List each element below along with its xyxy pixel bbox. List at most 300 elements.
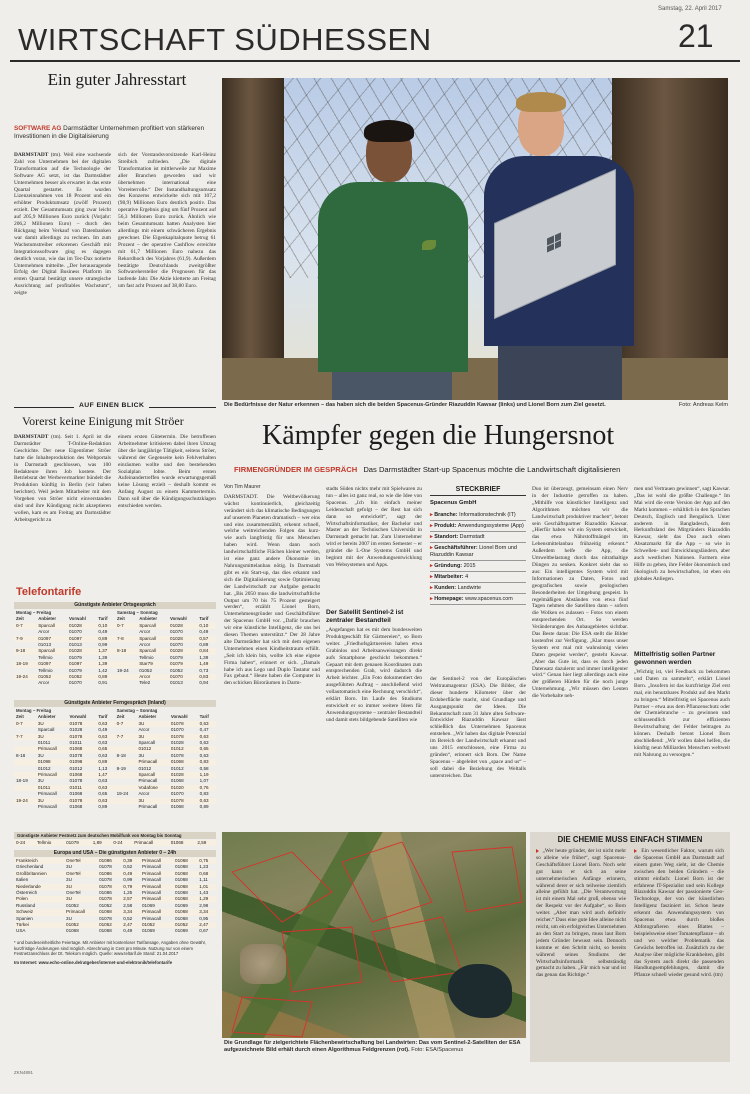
table-cell: Primacall	[132, 840, 168, 846]
table-cell	[115, 804, 137, 810]
tariff-table-local	[14, 610, 216, 687]
table-cell: Primacall	[141, 864, 161, 870]
table-cell: 0,63	[98, 740, 108, 746]
table-cell: Österreich	[16, 890, 38, 896]
table-cell: 0,89	[96, 674, 115, 680]
column-header: Anbieter	[138, 714, 157, 720]
table-cell: USA	[16, 928, 26, 934]
steckbrief-value: www.spacenus.com	[465, 595, 513, 602]
table-cell: 7-7	[14, 734, 36, 740]
person-left-body	[318, 182, 468, 372]
table-cell: 01070	[170, 642, 183, 648]
table-cell	[115, 680, 137, 686]
steckbrief-box	[430, 486, 526, 670]
column-header: Vorwahl	[69, 616, 86, 622]
weekday-label-2: Montag – Freitag	[16, 708, 52, 713]
section-header	[10, 6, 740, 60]
page-number: 21	[678, 18, 714, 54]
article-col-2	[118, 152, 216, 398]
table-cell: 3,34	[197, 909, 216, 915]
steckbrief-label: ▸ Produkt:	[430, 522, 458, 529]
table-cell: 8-18	[115, 648, 137, 654]
table-cell: 0,99	[123, 877, 133, 883]
table-cell: 18-19	[14, 661, 36, 667]
steckbrief-value: Landwirte	[457, 584, 481, 591]
table-cell: Russland	[16, 902, 36, 908]
steckbrief-item	[430, 594, 526, 605]
table-cell: Sparcall	[138, 740, 156, 746]
table-cell: 2,58	[123, 902, 133, 908]
table-cell: 01028	[170, 740, 184, 746]
table-cell: Primacall	[138, 804, 158, 810]
windows-logo-icon	[547, 232, 561, 252]
person-left-hair	[364, 120, 414, 142]
table-cell: 0,91	[98, 680, 108, 686]
table-cell: 0,63	[198, 721, 216, 727]
aerial-caption: Die Grundlage für zielgerichtete Flächenbewirtschaftung bei Landwirten: Das vom Sentinel-2-Satelliten der ESA aufgezeichnete Bild erhält durch einen Algorithmus Feldgrenzen (rot).	[224, 1040, 521, 1053]
table-cell: 01052	[66, 902, 79, 908]
table-cell: 0-7	[14, 721, 36, 727]
table-cell: Tellmio	[38, 654, 53, 660]
chemie-body-2: Ein wesentlicher Faktor, warum sich die Spacenus GmbH aus Darmstadt auf einem guten Weg sieht, ist die Chemie zwischen den beiden Gründern – die stimmt einfach: Lionel Born ist der erfahrene IT-Spezialist und sein Kollege Riazuddin Kawsar der passionierte Geo-Technologe, der von der künstlichen Intelligenz fasziniert ist. Schon heute erkennt das Anwendungssystem von Spacenus etwa durch bloßes Abfotografieren eines Blattes – beispielsweise einer Tomatenpflanze – ob und wo welcher Problematik das Gewächs betroffen ist. Zusätzlich zu der Analyse über mögliche Krankheiten, gibt das System auch direkt die passenden Handlungsempfehlungen, damit die Pflanze schnell wieder gesund wird. (tm)	[634, 848, 724, 979]
table-cell: 01012	[138, 765, 152, 771]
table-cell: OneTel	[64, 858, 97, 864]
table-cell: 7-9	[14, 636, 36, 642]
table-cell: 01078	[169, 721, 198, 727]
feature-byline: Von Tim Maurer	[224, 484, 261, 490]
table-cell: 0,65	[96, 746, 114, 752]
table-cell: 1,42	[98, 667, 108, 673]
steckbrief-label: ▸ Geschäftsführer:	[430, 544, 480, 551]
table-cell: 7-8	[115, 636, 137, 642]
table-cell: 01078	[69, 752, 83, 758]
table-cell: 0,63	[198, 734, 216, 740]
tariff-bar-local: Günstigste Anbieter Ortsgespräch	[14, 602, 216, 609]
table-cell: OneTel	[66, 890, 81, 896]
table-row	[14, 804, 216, 810]
table-cell: 1,49	[197, 661, 216, 667]
column-header: Tarif	[199, 714, 209, 720]
table-cell: Arcor	[139, 642, 151, 648]
table-cell: 01068	[66, 928, 79, 934]
table-cell: 8-19	[116, 765, 126, 771]
table-cell: 8-18	[116, 752, 126, 758]
column-header: Tarif	[98, 616, 108, 622]
article-body-1: (tm). Weil eine wachsende Zahl von Unternehmen bei der digitalen Transformation auf die Technologie der Software AG setzt, ist das Darmstädter Unternehmen besser als erwartet in das erste Quartal gestartet. Es wurden Lizenzeinnahmen von 18 Prozent und ein erhöhter Produktumsatz (zwölf Prozent) erzielt. Der Gesamtumsatz ging zwar leicht auf 205,9 Millionen Euro zurück (Vorjahr: 206,2 Millionen Euro) – durch den Rückgang beim Verkauf von Datenbanken war damit allerdings zu rechnen. Im zum Wachstumstreiber erkorenen Geschäft mit Integrationssoftware ging es dagegen deutlich voran, wie das im Tec-Dax notierte Unternehmen mitteilte. „Der herausragende Erfolg der Digital Business Platform im ersten Quartal bestätigt unsere strategische Ausrichtung auf profitables Wachstum“, zeigte	[14, 152, 111, 297]
field-boundary	[342, 842, 432, 922]
table-cell: 01028	[67, 648, 96, 654]
table-cell: 01078	[68, 798, 97, 804]
steckbrief-value: 2015	[463, 562, 476, 569]
chemie-col-2	[634, 848, 724, 1058]
table-cell: 19-24	[14, 674, 36, 680]
table-cell: 01068	[173, 896, 197, 902]
table-cell: 01070	[170, 727, 184, 733]
footer-mark: ZKN4891	[14, 1070, 34, 1075]
steckbrief-label: ▸ Kunden:	[430, 584, 458, 591]
brief-dateline: DARMSTADT	[14, 434, 49, 440]
table-cell: 18-19	[16, 778, 28, 784]
table-cell: 01028	[67, 623, 96, 629]
table-cell: 3U	[64, 896, 97, 902]
table-cell: 0,89	[199, 804, 209, 810]
table-cell: 0,79	[121, 884, 140, 890]
tariff-footnote: * und bundeseinheitliche Feiertage. Mit Anbieter mit kostenloser Tarifansage, Angaben ohne Gewähr, kurzfristige Änderungen sind möglich. Abrechnung in Cent pro Minute. Nutzung nur von einem Festnetzanschluss der Dt. Telekom möglich. Quelle: www.teltarif.de Stand: 21.04.2017	[14, 940, 206, 956]
table-cell: 0,49	[98, 629, 108, 635]
table-cell: 01028	[168, 636, 197, 642]
table-cell: 2,59	[195, 840, 216, 846]
table-cell: 7-7	[115, 734, 137, 740]
aerial-photo	[222, 832, 526, 1038]
table-cell: 0,52	[123, 915, 133, 921]
table-cell: 9-18	[14, 648, 36, 654]
table-cell: 1,29	[197, 896, 216, 902]
tariff-bar-international: Europa und USA – Die günstigsten Anbieter 0 – 24h	[14, 850, 216, 857]
table-cell: Sparcall	[36, 623, 67, 629]
table-cell: Arcor	[38, 680, 50, 686]
brief-body-2: einem ersten Gütetermin. Die betroffenen Arbeitnehmer kritisieren dabei ihren Umzug über die langjährige Tätigkeit, seitens Ströer, während der Gegenseite kein Fehlverhalten einräumen wollte und den bestehenden Sozialplan lobte. Beim ersten Aufeinandertreffen wurde erwartungsgemäß keine Lösung erzielt – deshalb kommt es Anfang August zu einem Kammertermin. Dann soll über die Kündigungsschutzklagen entschieden werden.	[118, 434, 216, 510]
table-cell: 0,57	[197, 636, 216, 642]
table-cell: 0,65	[198, 746, 216, 752]
table-cell: 01068	[173, 884, 197, 890]
article-software-ag	[14, 68, 216, 400]
table-row	[14, 928, 216, 934]
column-header: Anbieter	[139, 616, 158, 622]
table-cell: 0,10	[197, 623, 216, 629]
table-cell: Spanien	[16, 915, 33, 921]
table-cell: 0,63	[98, 778, 108, 784]
table-cell: 01079	[64, 840, 91, 846]
table-cell: 01068	[68, 746, 97, 752]
table-cell: 0-7	[14, 623, 36, 629]
table-cell: Vodafone	[136, 785, 168, 791]
table-cell: Schweiz	[14, 909, 64, 915]
header-date: Samstag, 22. April 2017	[658, 6, 722, 12]
table-cell: 2,47	[197, 922, 216, 928]
table-cell: 01011	[69, 740, 82, 746]
table-cell: 19-24	[116, 791, 129, 797]
table-cell: Griechenland	[16, 864, 44, 870]
table-cell: 01079	[69, 654, 82, 660]
table-cell: 01070	[69, 680, 82, 686]
tariff-link[interactable]: Im Internet: www.echo-online.de/ratgeber/internet-und-elektronik/telefontarife	[14, 960, 173, 965]
table-row	[14, 680, 216, 686]
steckbrief-item	[430, 572, 526, 583]
table-cell: 01078	[69, 778, 83, 784]
photo-caption-line	[224, 402, 728, 409]
table-cell: 01069	[141, 902, 155, 908]
table-cell: 01078	[97, 884, 121, 890]
header-rule	[10, 60, 740, 62]
field-boundary	[232, 852, 332, 922]
table-cell: 01078	[97, 896, 121, 902]
chemie-col-1	[536, 848, 626, 1058]
table-cell: Italien	[16, 877, 29, 883]
table-cell: 01020	[169, 785, 198, 791]
feature-body-2b: „Angefangen hat es mit dem bundesweiten Produktgeschäft für Gärtnereien“, so Born weiter. „Friedhofsgärtnereien haben etwa Grabinlos und Arbeitsanweisungen direkt aufs Smartphone geschickt bekommen.“ Gepaart mit dem genauen Koordinaten zum entsprechenden Grab, wird dadurch die Arbeit leichter. „Ein Foto dokumentiert den ausgeführten Auftrag – anschließend wird vollautomatisch eine Rechnung verschickt“, erklärt Born. Im Laufe des Studiums entwickelt er so immer weitere Ideen für Anwendungssysteme – zentraler Bestandteil und damit stets bildgebende Satelliten wie	[326, 627, 422, 723]
column-header: Anbieter	[37, 714, 56, 720]
table-cell: 1,25	[123, 890, 133, 896]
table-cell: 0-7	[115, 721, 137, 727]
table-cell: 01068	[173, 871, 197, 877]
table-cell: 1,39	[96, 661, 115, 667]
field-boundary	[452, 847, 522, 912]
table-cell: 01028	[168, 623, 197, 629]
table-cell: 01011	[36, 785, 68, 791]
table-cell: 01068	[175, 864, 188, 870]
article-col-1	[14, 152, 111, 398]
feature-body-5: men und Vertrauen gewinnen“, sagt Kawsar. „Das ist wohl die größte Challenge.“ Im Mai wird die erste Version der App auf den Markt kommen – erhältlich in den Sprachen Deutsch, Englisch und Bengalisch. Unter anderem in Bangladesch, dem Herkunftsland des Mitgründers Riazuddin Kawsar, sieht das Duo auch einen Absatzmarkt für die App – so wie in Schwellen- und Entwicklungsländern, aber auch westlichen Nationen. Farmern eine Hilfe zu geben, ihre Felder ökonomisch und ökologisch zu bewirtschaften, ist eben ein globales Anliegen.	[634, 486, 730, 582]
table-cell: 1,37	[96, 648, 115, 654]
table-cell: 01068	[69, 791, 83, 797]
table-cell: 1,89	[91, 840, 112, 846]
table-cell: 0,83	[199, 791, 209, 797]
steckbrief-item	[430, 543, 526, 561]
table-cell: 0,47	[199, 727, 209, 733]
table-cell: 1,13	[98, 765, 108, 771]
column-header: Zeit	[116, 714, 125, 720]
tariff-table-international	[14, 858, 216, 935]
brief-headline: Vorerst keine Einigung mit Ströer	[22, 414, 184, 428]
table-cell: 01068	[99, 928, 112, 934]
steckbrief-items	[430, 510, 526, 605]
feature-kicker-line	[234, 465, 728, 474]
table-cell: Primacall	[37, 804, 57, 810]
article-dateline: DARMSTADT	[14, 152, 49, 158]
table-cell: Polen	[14, 896, 64, 902]
feature-body-2: stadts Süden nichts mehr mit Spielwaren zu tun – alles ist ganz real, so wie die Idee von Spacenus. „Ich bin einfach meiner Leidenschaft gefolgt – der Rest hat sich dann so entwickelt“, sagt der Wirtschaftsinformatiker, der Bachelor und Master an der Technischen Universität in Darmstadt gemacht hat. Zum Unternehmer wird er bereits 2007 im ersten Semester – er gründet die L-One Systems GmbH und beginnt mit der Anwendungsentwicklung von Websystemen und Apps.	[326, 486, 422, 568]
table-cell: 01068	[69, 804, 83, 810]
table-cell: 01079	[69, 667, 82, 673]
table-cell: 01078	[68, 734, 97, 740]
table-cell: Tele2	[139, 680, 151, 686]
table-cell: 01086	[97, 871, 121, 877]
table-cell: Arcor	[38, 629, 50, 635]
table-cell: 01078	[169, 798, 198, 804]
table-cell: 01070	[170, 629, 183, 635]
table-cell: 3U	[36, 721, 68, 727]
table-cell: 3U	[136, 734, 168, 740]
table-cell: Sparcall	[137, 623, 168, 629]
table-cell: Sparcall	[37, 727, 55, 733]
field-boundary	[282, 927, 362, 992]
telefontarife	[14, 584, 216, 1054]
table-cell: 01068	[97, 909, 121, 915]
table-cell: Tellmio	[35, 840, 64, 846]
table-cell: 01086	[99, 890, 112, 896]
table-cell: Primacall	[140, 871, 173, 877]
photo-caption: Die Bedürfnisse der Natur erkennen – das haben sich die beiden Spacenus-Gründer Riazuddin Kawsar (links) und Lionel Born zum Ziel gesetzt.	[224, 402, 606, 408]
feature-body-3: der Sentinel-2 von der Europäischen Weltraumagentur (ESA). Die Bilder, die dieser hunderte Kilometer über der Erdoberfläche macht, sind Grundlage und Ausgangspunkt der Ideen. Die Bekanntschaft zum 31 Jahre alten Software-Entwickler Riazuddin Kawsar lässt schließlich das Unternehmen Spacenus entstehen. „Wir haben das digitale Potenzial im Bereich der Landwirtschaft erkannt und uns 2015 entschlossen, eine Firma zu gründen“, erinnert sich Born. Der Name Spacenus – abgeleitet von „space and us“ – soll dabei die Beziehung des Weltalls unterstreichen. Das	[430, 676, 526, 779]
table-cell: 0,89	[96, 759, 114, 765]
table-cell: 0,76	[198, 785, 216, 791]
table-cell: Sparcall	[137, 636, 168, 642]
steckbrief-item	[430, 583, 526, 594]
steckbrief-label: ▸ Mitarbeiter:	[430, 573, 466, 580]
table-cell: Frankreich	[14, 858, 64, 864]
table-cell: 01012	[136, 746, 168, 752]
table-cell: Primacall	[138, 778, 158, 784]
table-cell: 0,63	[199, 752, 209, 758]
table-cell: 0,49	[121, 871, 140, 877]
steckbrief-value: Informationstechnik (IT)	[459, 511, 516, 518]
table-cell: 3U	[66, 877, 72, 883]
table-cell: Großbritannien	[14, 871, 64, 877]
column-header: Vorwahl	[170, 714, 188, 720]
brief-body-1: (tm). Seit 1. April ist die Darmstädter T-Online-Redaktion Geschichte. Der neue Eigentümer Ströer hatte die Inhalteproduktion des Webportals in Darmstadt geschlossen, was 100 Redakteure ihren Job kostete. Der Betriebsrat der Werbevermarkter bündelt die Produktion künftig in Berlin (wir haben berichtet). Weil jedem Mitarbeiter mit dem Vorgehen von Ströer nicht einverstanden sind und ihre Kündigung nicht akzeptieren wollen, kam es am Freitag am Darmstädter Arbeitsgericht zu	[14, 434, 111, 523]
table-cell: 01013	[69, 642, 82, 648]
column-header: Zeit	[116, 616, 125, 622]
column-header: Zeit	[16, 714, 24, 720]
column-header: Vorwahl	[170, 616, 187, 622]
table-cell: 01097	[36, 661, 67, 667]
table-cell: 01012	[37, 765, 51, 771]
table-cell: 01078	[170, 752, 184, 758]
table-cell: 01012	[170, 765, 184, 771]
table-cell: 01013	[170, 680, 183, 686]
steckbrief-value: Lionel Born und Riazuddin Kawsar	[430, 544, 517, 558]
table-cell: 1,39	[199, 654, 209, 660]
table-cell: 0,58	[199, 765, 209, 771]
column-header: Tarif	[98, 714, 108, 720]
table-cell: Primacall	[36, 746, 68, 752]
table-cell: 01011	[37, 740, 51, 746]
table-cell: 01068	[170, 778, 184, 784]
table-cell: Primacall	[141, 915, 161, 921]
photo-ground	[222, 358, 728, 400]
table-cell: Arcor	[137, 674, 168, 680]
table-cell: 19-24	[116, 667, 129, 673]
table-cell: 0-24	[111, 840, 132, 846]
feature-col-2	[326, 486, 422, 824]
table-cell: 01078	[68, 721, 97, 727]
table-cell: 01052	[67, 674, 96, 680]
table-cell: 01078	[99, 864, 112, 870]
table-cell: 01070	[168, 674, 197, 680]
table-cell: 0,10	[96, 623, 115, 629]
feature-body-1: DARMSTADT. Die Weltbevölkerung wächst kontinuierlich, gleichzeitig verändert sich das klimatische Bedingungen auf unserem Planeten dramatisch – wer eins und eins zusammenzählt, erkennt schnell, welche weitreichenden Folgen das kurz- wie auch langfristig für uns Menschen haben wird. Wenn dann noch landwirtschaftliche Flächen kleiner werden, ist eine ganz andere Ökonomie im Nahrungsmittelanbau nötig. In Darmstadt gibt es ein Start-up, das dies erkannt und sich die Digitalisierung sowie Optimierung der Landwirtschaft zur Aufgabe gemacht hat. „Bis 2050 muss die landwirtschaftliche Output um 70 bis 75 Prozent gesteigert werden“, erzählt Lionel Born, Unternehmensgründer und Geschäftsführer der Spacenus GmbH vor. „Dafür brauchen wir eine künstliche Intelligenz, die uns bei diesen Themen unterstützt.“ Der 28 Jahre alte Darmstädter hat sich mit dem eigenen Unternehmen einen Kindheitstraum erfüllt. „Seit ich klein bin, wollte ich eine eigene Firma haben“, erinnert er sich. „Damals habe ich aus Lego und Duplo Tastatur und Fax gebaut.“ Heute haben die Computer in den schicken Büroräumen in Darm-	[224, 493, 320, 687]
table-cell: 3U	[36, 798, 68, 804]
table-cell: Arcor	[138, 791, 150, 797]
table-cell: 01028	[69, 727, 83, 733]
table-cell: 01078	[99, 877, 112, 883]
table-cell: 0,83	[197, 674, 216, 680]
table-cell: 0,49	[98, 727, 108, 733]
table-cell: 01097	[67, 661, 96, 667]
feature-body-4: Duo ist überzeugt, gemeinsam einen Nerv in der Industrie getroffen zu haben. „Mithilfe von künstlicher Intelligenz und Algorithmen möchten wir die Landwirtschaft produktiver machen“, betont sein Geschäftspartner Riazuddin Kawsar. „Hierfür haben wir ein System entwickelt, das etwa Nährstoffmängel im Lebensmittelanbau frühzeitig erkennt.“ Außerdem helfe die App, die Umweltbelastung durch das nitrathaltige Düngen zu senken. Konkret sieht das so aus: Ein intelligentes System wird mit Informationen zu Daten, Fotos und geografischen sowie geologischen Besonderheiten der Umgebung gespeist. In regelmäßigen Abständen von etwa fünf Tagen nehmen die Satelliten dann – sofern die Wolken es zulassen – Fotos von einem entsprechenden Ort. So werden Veränderungen des Anbaugebietes sichtbar. Das Beste daran: Die ESA stellt die Bilder kostenfrei zur Verfügung. „Klar muss unser System erst mal mit wahnsinnig vielen Daten gespeist werden“, gesteht Kawsar. „Aber das Gute ist, dass es durch jeden Datensatz dazulernt und immer intelligenter wird.“ Genau hier liegt allerdings auch eine der größeren Hürden für die noch junge Unternehmung. „Wir müssen den Leuten die Vorbehalte neh-	[532, 486, 628, 700]
steckbrief-label: ▸ Branche:	[430, 511, 460, 518]
feature-body-5b: „Wichtig ist, viel Feedback zu bekommen und Daten zu sammeln“, erklärt Lionel Born. „Insofern ist das kurzfristige Ziel erst mal, ein benutzbares Produkt auf den Markt zu bringen.“ Mittelfristig sei Spacenus auch Partner – etwa aus dem Pflanzenschutz oder der Chemiebranche – zu gewinnen und schlussendlich zur effizienten Bewirtschaftung der Felder beitragen zu können. Deshalb betont Lionel Born abschließend: „Wir wollen dabei helfen, die künftig neun Milliarden Menschen weltweit mit Nahrung zu versorgen.“	[634, 669, 730, 758]
table-cell: 3U	[66, 864, 72, 870]
feature-col-1	[224, 484, 320, 824]
table-cell: 01052	[64, 922, 97, 928]
table-cell: 3U	[136, 798, 168, 804]
table-cell: 01052	[140, 922, 173, 928]
person-right-hair	[516, 92, 566, 112]
feature-kicker: FIRMENGRÜNDER IM GESPRÄCH	[234, 465, 358, 474]
table-cell: 0,68	[197, 871, 216, 877]
table-cell: 0,99	[98, 642, 108, 648]
table-cell: 01068	[173, 858, 197, 864]
feature-col-5	[634, 486, 730, 824]
main-photo	[222, 78, 728, 400]
tariff-table-mobile	[14, 840, 216, 846]
table-cell: Sparcall	[137, 648, 168, 654]
table-cell: 01068	[175, 877, 188, 883]
photo-tree-left	[222, 78, 284, 400]
tariff-bar-mobile: Günstigste Anbieter Festnetz zum deutschen Mobilfunk von Montag bis Sonntag	[14, 832, 216, 839]
table-cell: 01098	[68, 759, 97, 765]
brief-label: AUF EINEN BLICK	[74, 402, 149, 409]
table-cell: 01012	[69, 765, 83, 771]
table-cell: 8-18	[16, 752, 26, 758]
table-cell: 01069	[175, 928, 188, 934]
table-cell: 01068	[175, 890, 188, 896]
table-cell: 01086	[97, 858, 121, 864]
table-cell: Türkei	[14, 922, 64, 928]
table-cell: Primacall	[37, 791, 57, 797]
table-cell: Primacall	[141, 877, 161, 883]
article-subhead: Darmstädter Unternehmen profitiert von stärkeren Investitionen in die Digitalisierung	[14, 125, 205, 140]
table-cell: 0,65	[98, 791, 108, 797]
column-header: Zeit	[16, 616, 24, 622]
table-cell: 01052	[99, 902, 112, 908]
table-cell: Tellmio	[139, 654, 154, 660]
steckbrief-item	[430, 510, 526, 521]
table-cell: 0,49	[123, 928, 133, 934]
telefontarife-title: Telefontarife	[16, 586, 82, 598]
steckbrief-item	[430, 532, 526, 543]
aerial-caption-line	[224, 1040, 526, 1054]
table-cell: Primacall	[36, 772, 68, 778]
person-right-jeans	[498, 346, 622, 400]
weekday-label: Montag – Freitag	[16, 610, 52, 615]
table-cell: 1,07	[199, 778, 209, 784]
table-cell: 1,43	[199, 890, 209, 896]
brief-col-2	[118, 434, 216, 574]
photo-credit: Foto: Andreas Kelm	[678, 402, 728, 408]
table-cell: 2,47	[121, 922, 140, 928]
article-headline: Ein guter Jahresstart	[47, 70, 187, 89]
table-cell: 01052	[97, 922, 121, 928]
table-cell: 1,39	[98, 654, 108, 660]
steckbrief-value: Darmstadt	[459, 533, 485, 540]
table-cell: 0,52	[123, 864, 133, 870]
weekend-label-2: Samstag – Sonntag	[116, 708, 158, 713]
table-cell: 3U	[138, 752, 145, 758]
table-cell: 01012	[169, 746, 198, 752]
table-cell: 01078	[169, 734, 198, 740]
table-cell: 01068	[175, 915, 188, 921]
table-cell	[14, 804, 36, 810]
field-boundary	[232, 997, 312, 1037]
table-cell: Niederlande	[14, 884, 64, 890]
village	[240, 944, 286, 984]
table-cell: Primacall	[140, 884, 173, 890]
steckbrief-label: ▸ Gründung:	[430, 562, 464, 569]
aerial-credit: Foto: ESA/Spacenus	[411, 1047, 464, 1053]
table-cell: 0,63	[98, 752, 108, 758]
table-row	[14, 840, 216, 846]
table-cell: Arcor	[138, 727, 150, 733]
table-cell: 01068	[169, 759, 198, 765]
table-cell: 01068	[68, 772, 97, 778]
weekend-label: Samstag – Sonntag	[116, 610, 158, 615]
table-cell: 0,84	[197, 648, 216, 654]
article-kicker-line	[14, 125, 216, 141]
table-cell: 01052	[170, 667, 183, 673]
table-cell: 01068	[170, 804, 184, 810]
